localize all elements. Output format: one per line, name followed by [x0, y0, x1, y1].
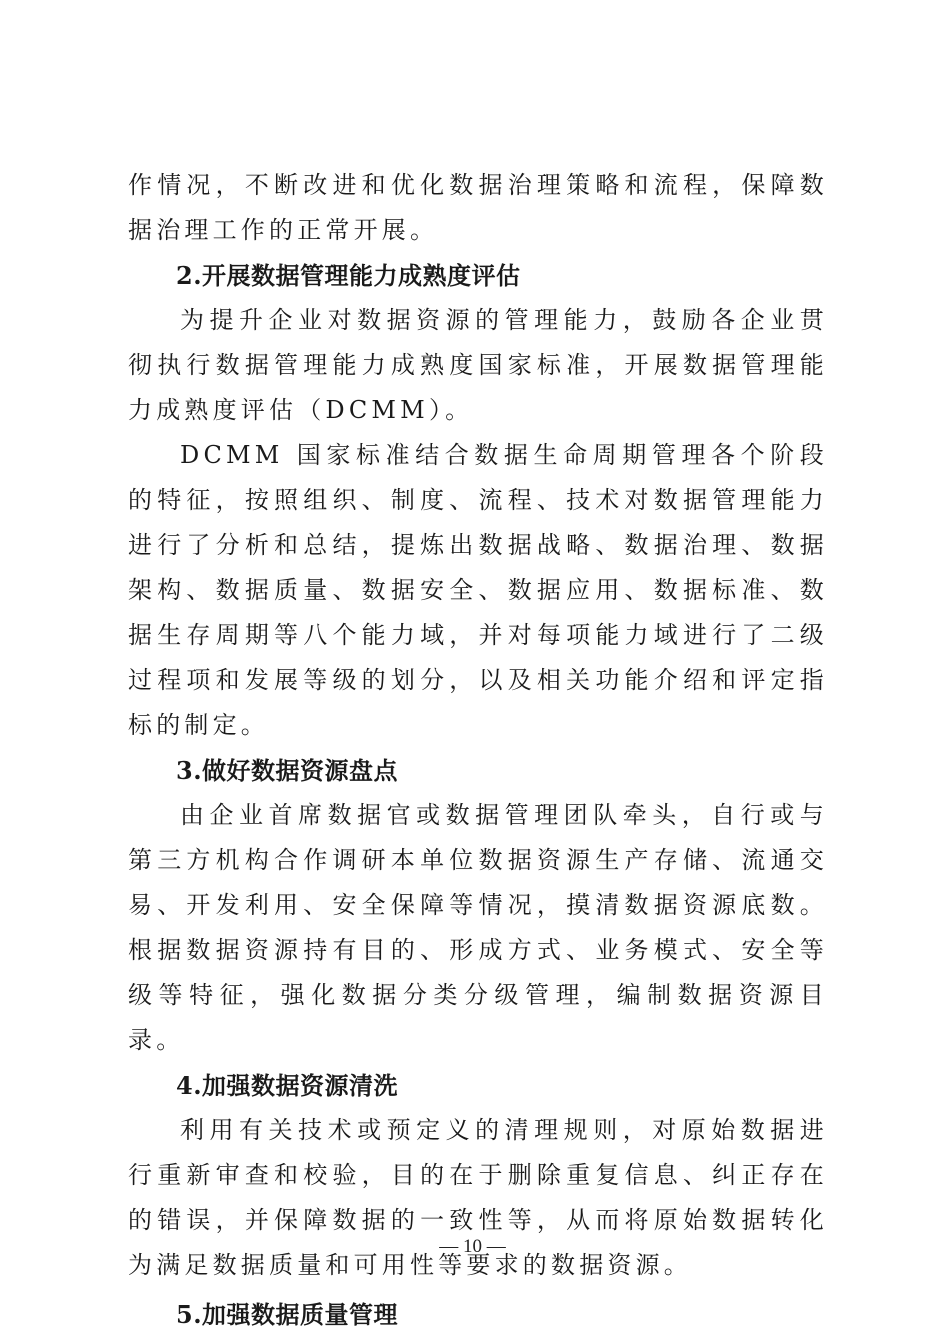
paragraph-continuation: 作情况，不断改进和优化数据治理策略和流程，保障数据治理工作的正常开展。 [128, 171, 828, 244]
section-heading-4: 4.加强数据资源清洗 [176, 1071, 399, 1100]
paragraph-dcmm-intro: 为提升企业对数据资源的管理能力，鼓励各企业贯彻执行数据管理能力成熟度国家标准，开展数据管理能力成熟度评估（DCMM）。 [128, 306, 828, 424]
section-heading-2: 2.开展数据管理能力成熟度评估 [176, 261, 521, 290]
paragraph-dcmm-standard: DCMM 国家标准结合数据生命周期管理各个阶段的特征，按照组织、制度、流程、技术对数据管理能力进行了分析和总结，提炼出数据战略、数据治理、数据架构、数据质量、数据安全、数据应用、数据标准、数据生存周期等八个能力域，并对每项能力域进行了二级过程项和发展等级的划分，以及相关功能介绍和评定指标的制定。 [128, 441, 828, 739]
paragraph-resource-inventory: 由企业首席数据官或数据管理团队牵头，自行或与第三方机构合作调研本单位数据资源生产存储、流通交易、开发利用、安全保障等情况，摸清数据资源底数。根据数据资源持有目的、形成方式、业务模式、安全等级等特征，强化数据分类分级管理，编制数据资源目录。 [128, 801, 828, 1054]
paragraph-data-cleansing: 利用有关技术或预定义的清理规则，对原始数据进行重新审查和校验，目的在于删除重复信息、纠正存在的错误，并保障数据的一致性等，从而将原始数据转化为满足数据质量和可用性等要求的数据资源。 [128, 1116, 828, 1279]
document-body [128, 163, 828, 1337]
section-heading-5: 5.加强数据质量管理 [176, 1300, 399, 1329]
section-heading-3: 3.做好数据资源盘点 [176, 756, 399, 785]
page-number: — 10 — [439, 1236, 506, 1257]
